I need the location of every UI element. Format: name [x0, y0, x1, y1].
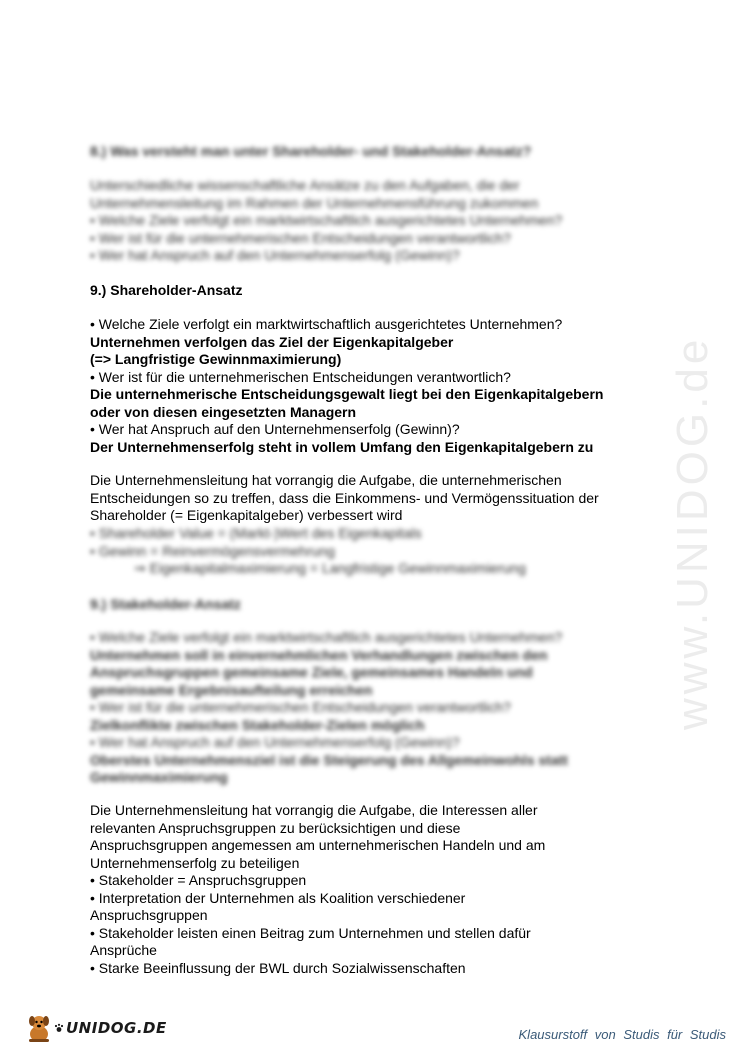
blurred-line: • Wer ist für die unternehmerischen Entscheidungen verantwortlich?	[90, 699, 511, 715]
blurred-stakeholder-heading	[90, 596, 665, 614]
footer-logo[interactable]	[24, 1012, 167, 1044]
blurred-line: Gewinnmaximierung	[90, 769, 228, 785]
answer-2-line-1: Die unternehmerische Entscheidungsgewalt liegt bei den Eigenkapitalgebern	[90, 386, 604, 402]
blurred-line: • Wer hat Anspruch auf den Unternehmenserfolg (Gewinn)?	[90, 247, 460, 263]
bullet-line: Ansprüche	[90, 942, 157, 958]
watermark: www.UNIDOG.de	[668, 335, 717, 730]
paw-icon	[54, 1023, 64, 1033]
dog-mascot-icon	[24, 1012, 54, 1044]
blurred-heading: 9.) Stakeholder-Ansatz	[90, 596, 241, 612]
answer-3: Der Unternehmenserfolg steht in vollem Umfang den Eigenkapitalgebern zu	[90, 438, 594, 455]
shareholder-heading-block	[90, 282, 665, 300]
paragraph-line: Die Unternehmensleitung hat vorrangig die Aufgabe, die unternehmerischen	[90, 472, 562, 488]
blurred-line: Unternehmensleitung im Rahmen der Unternehmensführung zukommen	[90, 194, 539, 211]
blurred-line: • Welche Ziele verfolgt ein marktwirtschaftlich ausgerichtetes Unternehmen?	[90, 212, 563, 228]
answer-1-line-1: Unternehmen verfolgen das Ziel der Eigenkapitalgeber	[90, 333, 454, 350]
bullet-line: • Interpretation der Unternehmen als Koalition verschiedener	[90, 889, 466, 906]
answer-1-line-2: (=> Langfristige Gewinnmaximierung)	[90, 351, 342, 367]
blurred-top-lines	[90, 177, 665, 265]
blurred-stakeholder-body	[90, 629, 665, 787]
bullet-line: • Stakeholder = Anspruchsgruppen	[90, 872, 307, 888]
blurred-line: Zielkonflikte zwischen Stakeholder-Zielen möglich	[90, 716, 425, 733]
blurred-line: Anspruchsgruppen gemeinsame Ziele, gemeinsames Handeln und	[90, 664, 533, 680]
blurred-line: • Shareholder Value = (Markt-)Wert des Eigenkapitals	[90, 525, 422, 541]
answer-2-line-2: oder von diesen eingesetzten Managern	[90, 403, 357, 420]
footer-claim: Klausurstoff von Studis für Studis	[518, 1027, 726, 1042]
blurred-line: Oberstes Unternehmensziel ist die Steigerung des Allgemeinwohls statt	[90, 751, 568, 768]
bullet-line: Anspruchsgruppen	[90, 907, 208, 923]
blurred-line: ⇒ Eigenkapitalmaximierung = Langfristige Gewinnmaximierung	[134, 560, 526, 576]
paragraph-line: Shareholder (= Eigenkapitalgeber) verbessert wird	[90, 507, 403, 523]
section-heading-shareholder: 9.) Shareholder-Ansatz	[90, 282, 243, 298]
blurred-top-section	[90, 143, 665, 161]
question-1: • Welche Ziele verfolgt ein marktwirtschaftlich ausgerichtetes Unternehmen?	[90, 316, 563, 332]
bullet-line: • Stakeholder leisten einen Beitrag zum Unternehmen und stellen dafür	[90, 924, 531, 941]
blurred-line: Unterschiedliche wissenschaftliche Ansätze zu den Aufgaben, die der	[90, 177, 520, 193]
blurred-line: • Wer hat Anspruch auf den Unternehmenserfolg (Gewinn)?	[90, 734, 460, 750]
paragraph-line: Anspruchsgruppen angemessen am unternehmerischen Handeln und am	[90, 837, 546, 853]
stakeholder-paragraph	[90, 802, 665, 977]
shareholder-qa	[90, 316, 665, 456]
blurred-line: gemeinsame Ergebnisaufteilung erreichen	[90, 681, 373, 698]
blurred-line: • Wer ist für die unternehmerischen Entscheidungen verantwortlich?	[90, 229, 511, 246]
blurred-line: • Welche Ziele verfolgt ein marktwirtschaftlich ausgerichtetes Unternehmen?	[90, 629, 563, 645]
blurred-line: • Gewinn = Reinvermögensvermehrung	[90, 542, 335, 559]
paragraph-line: Unternehmenserfolg zu beteiligen	[90, 854, 300, 871]
blurred-line: Unternehmen soll in einvernehmlichen Verhandlungen zwischen den	[90, 646, 548, 663]
shareholder-paragraph	[90, 472, 665, 525]
blurred-heading: 8.) Was versteht man unter Shareholder- und Stakeholder-Ansatz?	[90, 143, 532, 159]
bullet-line: • Starke Beeinflussung der BWL durch Sozialwissenschaften	[90, 959, 466, 976]
logo-text: UNIDOG.DE	[66, 1019, 167, 1037]
paragraph-line: Die Unternehmensleitung hat vorrangig die Aufgabe, die Interessen aller	[90, 802, 538, 818]
blurred-middle-lines	[90, 525, 665, 578]
question-3: • Wer hat Anspruch auf den Unternehmenserfolg (Gewinn)?	[90, 421, 460, 437]
paragraph-line: relevanten Anspruchsgruppen zu berücksichtigen und diese	[90, 819, 461, 836]
question-2: • Wer ist für die unternehmerischen Entscheidungen verantwortlich?	[90, 368, 511, 385]
paragraph-line: Entscheidungen so zu treffen, dass die Einkommens- und Vermögenssituation der	[90, 489, 599, 506]
